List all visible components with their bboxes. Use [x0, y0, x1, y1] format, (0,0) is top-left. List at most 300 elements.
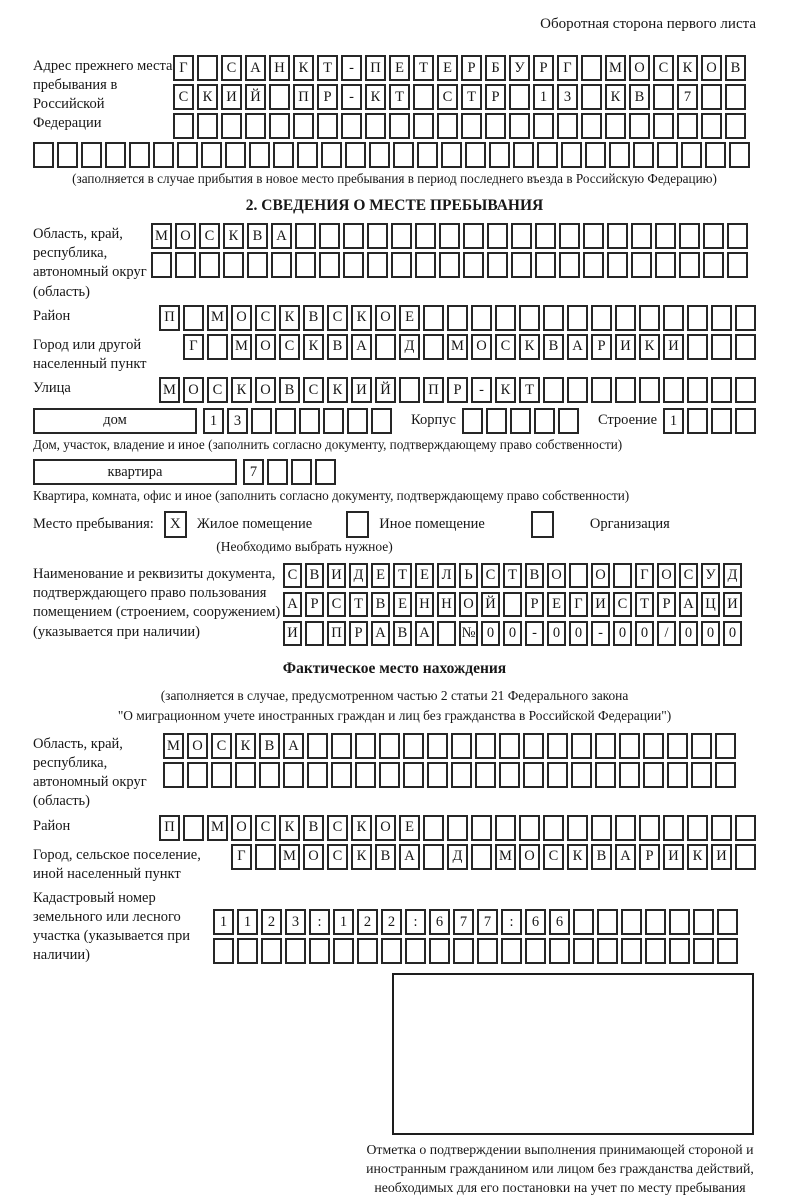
char-cell	[305, 621, 324, 646]
char-cell	[639, 377, 660, 403]
char-cell	[487, 223, 508, 249]
char-grid-korpus	[462, 408, 579, 434]
char-cell	[510, 408, 531, 434]
char-cell: -	[525, 621, 544, 646]
char-cell: Т	[317, 55, 338, 81]
stroenie-label: Строение	[597, 412, 657, 429]
char-cell: М	[159, 377, 180, 403]
char-cell	[619, 762, 640, 788]
char-cell	[547, 762, 568, 788]
char-cell	[631, 223, 652, 249]
char-cell: 2	[357, 909, 378, 935]
char-cell	[441, 142, 462, 168]
char-cell: О	[255, 377, 276, 403]
char-cell: 3	[285, 909, 306, 935]
char-cell: К	[293, 55, 314, 81]
char-cell	[583, 223, 604, 249]
char-cell: О	[375, 305, 396, 331]
char-cell: К	[365, 84, 386, 110]
char-cell	[581, 113, 602, 139]
char-cell	[427, 733, 448, 759]
char-cell: Е	[399, 305, 420, 331]
char-cell: 6	[525, 909, 546, 935]
char-cell: Н	[415, 592, 434, 617]
char-cell: В	[305, 563, 324, 588]
char-cell: П	[327, 621, 346, 646]
char-cell: П	[365, 55, 386, 81]
flat-row	[33, 459, 756, 485]
char-cell: И	[663, 334, 684, 360]
char-cell: 0	[613, 621, 632, 646]
char-cell	[183, 815, 204, 841]
checkbox-organization-label: Организация	[589, 516, 670, 533]
char-cell: Д	[723, 563, 742, 588]
char-cell	[663, 305, 684, 331]
char-cell	[558, 408, 579, 434]
char-cell	[653, 84, 674, 110]
char-cell	[197, 55, 218, 81]
char-cell: С	[199, 223, 220, 249]
char-cell	[389, 113, 410, 139]
fact-note	[33, 686, 756, 725]
char-cell	[591, 305, 612, 331]
char-cell	[345, 142, 366, 168]
char-cell	[573, 938, 594, 964]
char-cell	[711, 408, 732, 434]
char-cell	[321, 142, 342, 168]
char-cell	[607, 223, 628, 249]
char-cell: Й	[375, 377, 396, 403]
char-cell	[235, 762, 256, 788]
fact-region-rows	[163, 733, 736, 788]
char-cell: В	[303, 815, 324, 841]
fact-note-line1: (заполняется в случае, предусмотренном частью 2 статьи 21 Федерального закона	[160, 688, 629, 704]
house-row	[33, 408, 756, 434]
stamp-caption: Отметка о подтверждении выполнения принимающей стороной и иностранным гражданином или лицом без гражданства действий, необходимых для его постановки на учет по месту пребывания	[366, 1142, 754, 1195]
char-cell	[197, 113, 218, 139]
char-cell	[437, 621, 456, 646]
char-cell	[269, 113, 290, 139]
char-cell	[605, 113, 626, 139]
char-cell: С	[481, 563, 500, 588]
char-cell	[679, 223, 700, 249]
char-cell: С	[543, 844, 564, 870]
char-cell	[295, 223, 316, 249]
char-cell	[463, 252, 484, 278]
char-cell	[81, 142, 102, 168]
char-cell	[653, 113, 674, 139]
char-cell	[163, 762, 184, 788]
char-cell	[273, 142, 294, 168]
char-cell	[175, 252, 196, 278]
char-cell: А	[371, 621, 390, 646]
char-cell	[711, 377, 732, 403]
char-cell: -	[341, 84, 362, 110]
char-cell	[405, 938, 426, 964]
char-cell: С	[255, 815, 276, 841]
char-cell	[631, 252, 652, 278]
char-cell: 6	[549, 909, 570, 935]
char-cell	[271, 252, 292, 278]
char-grid-region-2	[151, 252, 748, 278]
char-grid-flat-number	[243, 459, 336, 485]
char-cell: Р	[317, 84, 338, 110]
char-grid-document-3	[283, 621, 742, 646]
char-grid-fact-region-2	[163, 762, 736, 788]
char-cell	[591, 377, 612, 403]
char-cell: М	[163, 733, 184, 759]
checkbox-other-premises-label: Иное помещение	[379, 516, 485, 533]
char-cell: В	[327, 334, 348, 360]
char-cell	[523, 733, 544, 759]
char-grid-stroenie	[663, 408, 756, 434]
char-cell: В	[375, 844, 396, 870]
char-grid-city	[183, 334, 756, 360]
char-cell: В	[247, 223, 268, 249]
char-cell	[323, 408, 344, 434]
char-cell	[375, 334, 396, 360]
char-cell	[717, 938, 738, 964]
char-cell	[447, 815, 468, 841]
char-cell: :	[405, 909, 426, 935]
char-cell	[559, 252, 580, 278]
char-cell	[291, 459, 312, 485]
char-cell: Е	[399, 815, 420, 841]
char-cell	[151, 252, 172, 278]
char-cell	[413, 113, 434, 139]
char-cell: И	[283, 621, 302, 646]
char-cell	[489, 142, 510, 168]
char-cell	[391, 252, 412, 278]
char-cell: О	[231, 305, 252, 331]
char-cell	[607, 252, 628, 278]
char-cell	[643, 733, 664, 759]
char-cell	[629, 113, 650, 139]
char-cell: 0	[679, 621, 698, 646]
char-cell	[735, 334, 756, 360]
char-cell: И	[663, 844, 684, 870]
char-cell	[567, 305, 588, 331]
char-cell	[711, 815, 732, 841]
char-cell: №	[459, 621, 478, 646]
char-grid-fact-city	[231, 844, 756, 870]
char-cell	[701, 113, 722, 139]
char-cell	[495, 815, 516, 841]
char-cell: 1	[203, 408, 224, 434]
char-cell: М	[231, 334, 252, 360]
char-cell	[567, 377, 588, 403]
char-cell	[511, 223, 532, 249]
char-cell	[597, 909, 618, 935]
char-cell: Ц	[701, 592, 720, 617]
char-cell	[693, 938, 714, 964]
char-cell	[221, 113, 242, 139]
char-cell: О	[459, 592, 478, 617]
char-grid-prev-address-3	[173, 113, 746, 139]
korpus-label: Корпус	[411, 412, 456, 429]
char-cell: 6	[429, 909, 450, 935]
char-cell	[663, 377, 684, 403]
char-cell: Е	[437, 55, 458, 81]
char-cell: О	[657, 563, 676, 588]
city-field	[33, 334, 756, 374]
char-cell	[691, 762, 712, 788]
char-cell	[475, 762, 496, 788]
stamp-area	[33, 973, 756, 1197]
char-cell: Г	[231, 844, 252, 870]
char-cell	[687, 305, 708, 331]
char-cell: 7	[243, 459, 264, 485]
char-cell: К	[351, 844, 372, 870]
char-cell: К	[351, 305, 372, 331]
char-cell	[367, 223, 388, 249]
char-cell	[307, 733, 328, 759]
char-cell	[621, 938, 642, 964]
region-rows	[151, 223, 748, 278]
region-label: Область, край, республика, автономный округ (область)	[33, 226, 147, 300]
char-cell: Н	[269, 55, 290, 81]
char-cell: А	[351, 334, 372, 360]
char-cell	[343, 252, 364, 278]
char-cell	[293, 113, 314, 139]
char-cell	[471, 305, 492, 331]
char-cell	[267, 459, 288, 485]
char-cell: К	[519, 334, 540, 360]
char-cell: А	[399, 844, 420, 870]
char-cell	[679, 252, 700, 278]
char-cell: Р	[657, 592, 676, 617]
flat-caption: Квартира, комната, офис и иное (заполнить согласно документу, подтверждающему право собственности)	[33, 488, 630, 504]
char-cell	[333, 938, 354, 964]
char-cell	[643, 762, 664, 788]
fact-note-line2: "О миграционном учете иностранных граждан и лиц без гражданства в Российской Федерации")	[117, 707, 672, 723]
char-cell	[567, 815, 588, 841]
char-cell: 0	[503, 621, 522, 646]
char-cell: О	[471, 334, 492, 360]
char-cell: Г	[173, 55, 194, 81]
char-cell	[487, 252, 508, 278]
char-cell	[543, 305, 564, 331]
char-cell	[413, 84, 434, 110]
char-cell	[703, 223, 724, 249]
char-cell	[549, 938, 570, 964]
char-cell: Р	[533, 55, 554, 81]
char-grid-document-2	[283, 592, 742, 617]
char-cell	[557, 113, 578, 139]
char-cell	[547, 733, 568, 759]
char-cell	[561, 142, 582, 168]
char-cell	[463, 223, 484, 249]
house-box: дом	[33, 408, 197, 434]
char-cell: А	[567, 334, 588, 360]
char-cell: К	[327, 377, 348, 403]
char-cell: О	[547, 563, 566, 588]
char-cell: Г	[557, 55, 578, 81]
char-cell	[613, 563, 632, 588]
char-cell	[437, 113, 458, 139]
char-cell	[173, 113, 194, 139]
char-cell: 1	[333, 909, 354, 935]
char-grid-region-1	[151, 223, 748, 249]
flat-box: квартира	[33, 459, 237, 485]
char-cell	[347, 408, 368, 434]
char-cell: К	[567, 844, 588, 870]
char-cell: Е	[371, 563, 390, 588]
char-cell	[309, 938, 330, 964]
char-cell	[285, 938, 306, 964]
char-cell: В	[279, 377, 300, 403]
char-cell	[717, 909, 738, 935]
stay-type-row	[33, 511, 756, 538]
char-cell: 0	[723, 621, 742, 646]
char-cell: Д	[447, 844, 468, 870]
section2-title: 2. СВЕДЕНИЯ О МЕСТЕ ПРЕБЫВАНИЯ	[245, 197, 544, 215]
char-cell	[677, 113, 698, 139]
char-grid-house-number	[203, 408, 392, 434]
char-cell: Г	[635, 563, 654, 588]
char-cell	[509, 84, 530, 110]
street-field	[33, 377, 756, 403]
char-cell: В	[591, 844, 612, 870]
char-cell	[403, 733, 424, 759]
stamp-box	[392, 973, 754, 1135]
char-cell: 0	[547, 621, 566, 646]
char-cell: Р	[349, 621, 368, 646]
char-cell	[199, 252, 220, 278]
char-cell: У	[509, 55, 530, 81]
char-cell	[669, 938, 690, 964]
char-cell	[705, 142, 726, 168]
char-cell	[703, 252, 724, 278]
char-cell: В	[725, 55, 746, 81]
char-cell	[503, 592, 522, 617]
char-cell	[711, 305, 732, 331]
char-cell	[691, 733, 712, 759]
char-cell	[655, 223, 676, 249]
char-cell	[583, 252, 604, 278]
char-cell: С	[255, 305, 276, 331]
char-cell	[501, 938, 522, 964]
char-cell: 1	[663, 408, 684, 434]
char-cell	[403, 762, 424, 788]
char-cell	[595, 733, 616, 759]
char-cell: И	[351, 377, 372, 403]
char-cell: Т	[519, 377, 540, 403]
char-cell: Т	[413, 55, 434, 81]
char-cell	[465, 142, 486, 168]
char-cell	[381, 938, 402, 964]
char-cell: Р	[461, 55, 482, 81]
char-cell: О	[303, 844, 324, 870]
char-cell	[571, 762, 592, 788]
char-cell	[471, 844, 492, 870]
region-field	[33, 223, 756, 302]
char-cell	[207, 334, 228, 360]
checkbox-residential-label: Жилое помещение	[196, 516, 313, 533]
char-cell: 3	[557, 84, 578, 110]
char-cell: Р	[447, 377, 468, 403]
city-label: Город или другой населенный пункт	[33, 336, 147, 372]
char-cell	[379, 762, 400, 788]
char-cell	[715, 762, 736, 788]
char-cell	[663, 815, 684, 841]
char-cell: П	[293, 84, 314, 110]
char-cell: А	[283, 592, 302, 617]
checkbox-other-premises	[346, 511, 369, 538]
char-cell	[477, 938, 498, 964]
char-cell: С	[279, 334, 300, 360]
char-cell: А	[415, 621, 434, 646]
char-cell	[251, 408, 272, 434]
char-cell	[201, 142, 222, 168]
char-cell: 3	[227, 408, 248, 434]
char-cell	[687, 815, 708, 841]
char-cell	[255, 844, 276, 870]
char-cell: К	[279, 305, 300, 331]
char-cell	[537, 142, 558, 168]
cadastre-label: Кадастровый номер земельного или лесного участка (указывается при наличии)	[33, 889, 190, 964]
char-cell	[33, 142, 54, 168]
char-cell: 0	[701, 621, 720, 646]
char-cell: Л	[437, 563, 456, 588]
char-cell: С	[207, 377, 228, 403]
char-cell	[187, 762, 208, 788]
char-cell	[669, 909, 690, 935]
char-cell: А	[245, 55, 266, 81]
fact-region-label: Область, край, республика, автономный округ (область)	[33, 736, 147, 810]
char-cell	[655, 252, 676, 278]
char-cell	[105, 142, 126, 168]
district-label: Район	[33, 307, 71, 324]
char-cell: К	[231, 377, 252, 403]
char-cell	[597, 938, 618, 964]
char-cell: /	[657, 621, 676, 646]
char-cell	[645, 909, 666, 935]
char-cell	[591, 815, 612, 841]
char-cell	[609, 142, 630, 168]
fact-city-field	[33, 844, 756, 884]
char-cell: О	[255, 334, 276, 360]
char-cell	[439, 223, 460, 249]
stay-type-label: Место пребывания:	[33, 516, 154, 533]
char-cell	[633, 142, 654, 168]
char-cell	[367, 252, 388, 278]
char-cell: Т	[635, 592, 654, 617]
char-cell: :	[501, 909, 522, 935]
char-cell	[453, 938, 474, 964]
char-cell	[129, 142, 150, 168]
char-cell: О	[519, 844, 540, 870]
house-caption: Дом, участок, владение и иное (заполнить согласно документу, подтверждающему право собственности)	[33, 436, 623, 452]
char-cell	[177, 142, 198, 168]
char-grid-cadastre-2	[213, 938, 738, 964]
char-cell	[415, 252, 436, 278]
char-cell	[369, 142, 390, 168]
char-cell: И	[615, 334, 636, 360]
char-cell	[299, 408, 320, 434]
char-cell	[307, 762, 328, 788]
char-cell	[543, 377, 564, 403]
char-cell: 0	[635, 621, 654, 646]
char-cell	[595, 762, 616, 788]
char-cell: С	[437, 84, 458, 110]
char-cell: 1	[237, 909, 258, 935]
char-cell: Г	[183, 334, 204, 360]
char-cell	[585, 142, 606, 168]
char-cell: С	[679, 563, 698, 588]
char-cell	[621, 909, 642, 935]
char-cell	[735, 815, 756, 841]
